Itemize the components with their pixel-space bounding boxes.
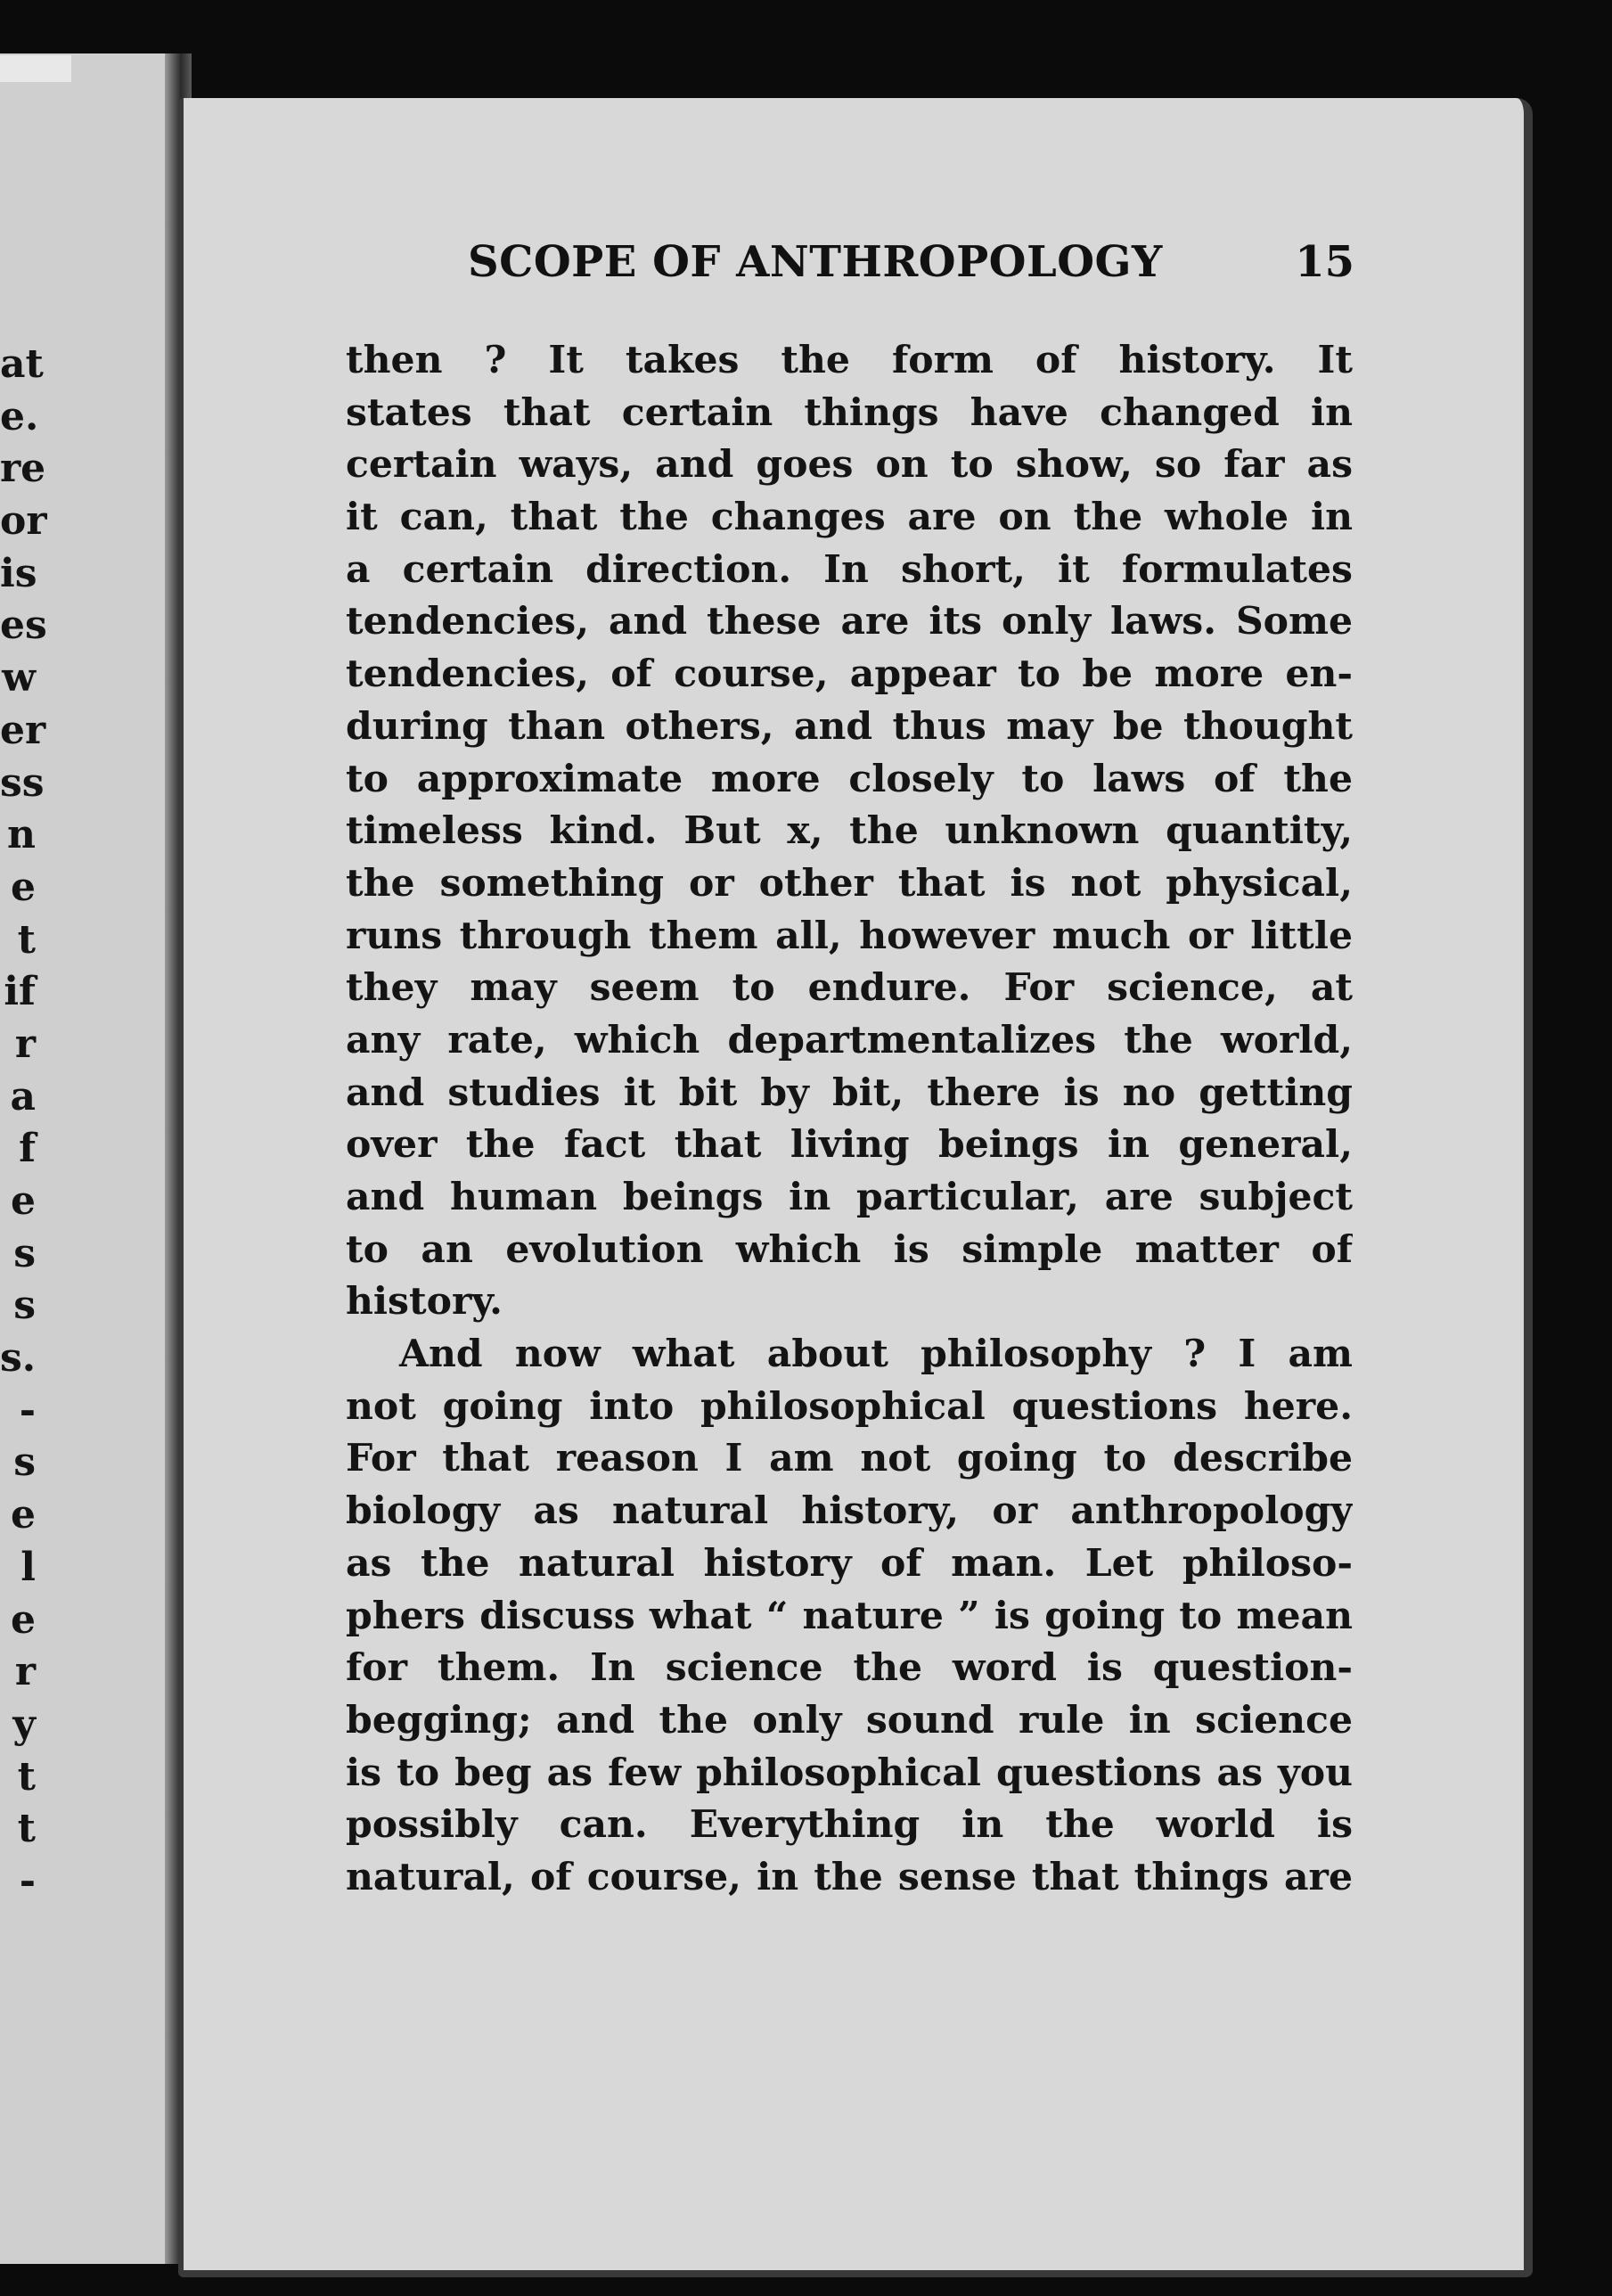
text-line: and studies it bit by bit, there is no getting <box>346 1070 1353 1115</box>
previous-page-fragment: at <box>0 341 44 387</box>
previous-page-fragment: y <box>12 1701 36 1747</box>
previous-page-fragment: t <box>17 1806 36 1852</box>
text-line: as the natural history of man. Let philoso- <box>346 1540 1353 1586</box>
text-line: they may seem to endure. For science, at <box>346 965 1353 1011</box>
text-line: natural, of course, in the sense that things are <box>346 1854 1353 1899</box>
previous-page-fragment: e <box>11 1178 36 1224</box>
previous-page-fragment: r <box>14 1021 36 1067</box>
previous-page-fragment: f <box>19 1126 36 1172</box>
previous-page-corner <box>0 55 71 82</box>
previous-page-fragment: - <box>19 1857 36 1904</box>
text-line: runs through them all, however much or little <box>346 913 1353 958</box>
previous-page-fragment: s <box>13 1439 36 1486</box>
previous-page-fragment: is <box>0 550 37 596</box>
text-line: phers discuss what “ nature ” is going to mean <box>346 1593 1353 1638</box>
text-line: certain ways, and goes on to show, so far as <box>346 442 1353 488</box>
previous-page-fragment: t <box>17 1753 36 1800</box>
previous-page-fragment: e. <box>0 393 39 439</box>
previous-page-fragment: e <box>11 1596 36 1643</box>
text-line: tendencies, and these are its only laws. Some <box>346 599 1353 644</box>
previous-page-fragment: if <box>4 969 36 1015</box>
text-line: possibly can. Everything in the world is <box>346 1802 1353 1848</box>
previous-page-fragment: s <box>13 1283 36 1329</box>
body-text <box>346 334 1353 1904</box>
text-line: history. <box>346 1279 503 1324</box>
text-line: states that certain things have changed in <box>346 390 1353 435</box>
text-line: to approximate more closely to laws of the <box>346 756 1353 801</box>
running-head <box>294 237 1354 299</box>
previous-page-fragment: e <box>11 1492 36 1538</box>
text-line: a certain direction. In short, it formulates <box>346 546 1353 592</box>
text-line: For that reason I am not going to describe <box>346 1436 1353 1481</box>
text-line: biology as natural history, or anthropology <box>346 1488 1353 1534</box>
text-line: timeless kind. But x, the unknown quantity, <box>346 808 1353 854</box>
previous-page-fragment: ss <box>0 759 45 806</box>
previous-page-fragment: t <box>17 916 36 963</box>
text-line: not going into philosophical questions here. <box>346 1383 1353 1429</box>
previous-page-fragment: - <box>19 1387 36 1433</box>
text-line: for them. In science the word is question- <box>346 1645 1353 1691</box>
text-line: any rate, which departmentalizes the world, <box>346 1017 1353 1062</box>
text-line: and human beings in particular, are subject <box>346 1175 1353 1219</box>
previous-page-line-endings <box>0 339 47 1908</box>
text-line: during than others, and thus may be thought <box>346 703 1353 749</box>
previous-page-fragment: es <box>0 603 47 649</box>
previous-page-fragment: l <box>20 1544 36 1590</box>
text-line: the something or other that is not physical, <box>346 860 1353 906</box>
text-line: tendencies, of course, appear to be more en- <box>346 652 1353 697</box>
text-line: begging; and the only sound rule in science <box>346 1697 1353 1742</box>
previous-page-fragment: s <box>13 1230 36 1276</box>
previous-page-fragment: n <box>7 812 36 858</box>
running-head-title: SCOPE OF ANTHROPOLOGY <box>468 237 1163 287</box>
text-line: then ? It takes the form of history. It <box>346 338 1353 382</box>
text-line: over the fact that living beings in general, <box>346 1122 1353 1168</box>
text-line: And now what about philosophy ? I am <box>399 1332 1353 1377</box>
text-line: is to beg as few philosophical questions as you <box>346 1750 1353 1795</box>
page-number: 15 <box>1295 237 1354 287</box>
text-line: it can, that the changes are on the whole in <box>346 495 1353 540</box>
previous-page-fragment: r <box>14 1649 36 1695</box>
previous-page-fragment: e <box>11 864 36 910</box>
text-line: to an evolution which is simple matter of <box>346 1226 1353 1272</box>
previous-page-fragment: s. <box>0 1335 37 1382</box>
previous-page-fragment: er <box>0 707 46 753</box>
previous-page-fragment: re <box>0 446 46 492</box>
previous-page-fragment: w <box>2 655 36 701</box>
previous-page-fragment: or <box>0 498 47 545</box>
previous-page-fragment: a <box>10 1073 36 1119</box>
